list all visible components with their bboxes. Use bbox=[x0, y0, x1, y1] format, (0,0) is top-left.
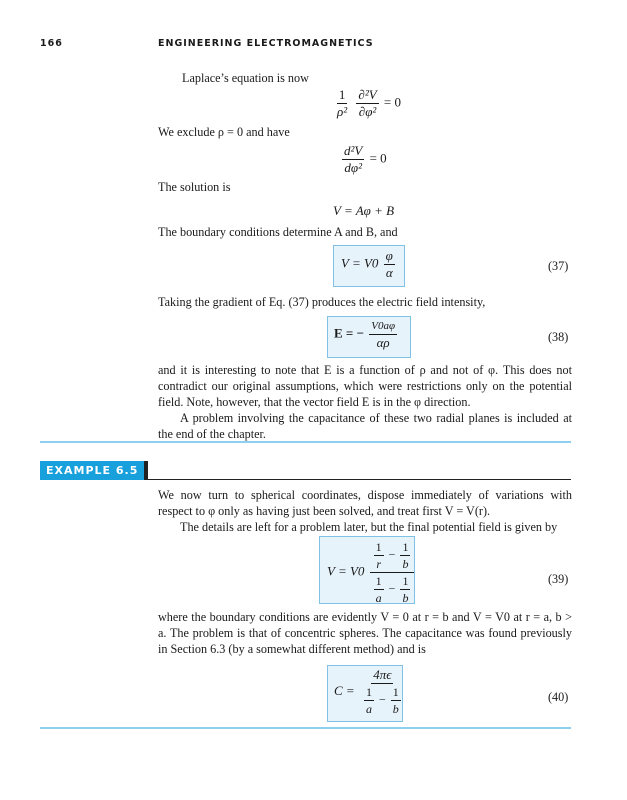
equation-solution: V = Aφ + B bbox=[333, 203, 395, 218]
equation-37: V = V0 $\frac{\varphi}{\alpha}$ bbox=[341, 248, 393, 280]
equation-40: C = 4πϵ $\frac{1}{a}$ − $\frac{1}{b}$ bbox=[334, 667, 399, 716]
equation-laplace: $\frac{1}{\text{ρ²}}$ $\frac{\text{∂²V}}{\text{∂φ²}}$ = 0 bbox=[337, 87, 401, 119]
capacitance-problem-paragraph: A problem involving the capacitance of these two radial planes is included at the end of the chapter. bbox=[158, 411, 572, 442]
interesting-paragraph: and it is interesting to note that E is a function of ρ and not of φ. This does not contradict our original assumptions, which were restrictions only on the potential field. Note, however, that the vector field E is in the φ direction. bbox=[158, 363, 572, 410]
equation-second-derivative: $\frac{\text{d²V}}{\text{dφ²}}$ = 0 bbox=[344, 143, 387, 175]
page-number: 166 bbox=[40, 38, 63, 49]
example-badge: EXAMPLE 6.5 bbox=[40, 461, 144, 480]
equation-number-38: (38) bbox=[548, 330, 569, 344]
section-rule-bottom bbox=[40, 727, 571, 729]
example-paragraph-3: where the boundary conditions are evidently V = 0 at r = b and V = V0 at r = a, b > a. The problem is that of concentric spheres. The capacitance was found previously in Section 6.3 (by a somewhat different method) and is bbox=[158, 610, 572, 657]
equation-number-37: (37) bbox=[548, 259, 569, 273]
gradient-text: Taking the gradient of Eq. (37) produces the electric field intensity, bbox=[158, 295, 486, 309]
example-paragraph-2: The details are left for a problem later, but the final potential field is given by bbox=[180, 520, 558, 534]
equation-number-39: (39) bbox=[548, 572, 569, 586]
equation-39: V = V0 $\frac{1}{r}$ − $\frac{1}{b}$ $\frac{1}{a}$ − $\frac{1}{b}$ bbox=[327, 540, 416, 605]
example-rule bbox=[148, 479, 571, 480]
exclude-text: We exclude ρ = 0 and have bbox=[158, 125, 290, 139]
solution-text: The solution is bbox=[158, 180, 231, 194]
equation-number-40: (40) bbox=[548, 690, 569, 704]
example-badge-tail bbox=[144, 461, 148, 480]
laplace-intro: Laplace’s equation is now bbox=[182, 71, 309, 85]
section-rule-top bbox=[40, 441, 571, 443]
running-head: ENGINEERING ELECTROMAGNETICS bbox=[158, 38, 374, 49]
example-paragraph-1: We now turn to spherical coordinates, dispose immediately of variations with respect to φ only as having just been solved, and treat first V = V(r). bbox=[158, 488, 572, 519]
equation-38: E = − $\frac{V0a\varphi}{\alpha\rho}$ bbox=[334, 320, 396, 350]
boundary-text: The boundary conditions determine A and B, and bbox=[158, 225, 398, 239]
